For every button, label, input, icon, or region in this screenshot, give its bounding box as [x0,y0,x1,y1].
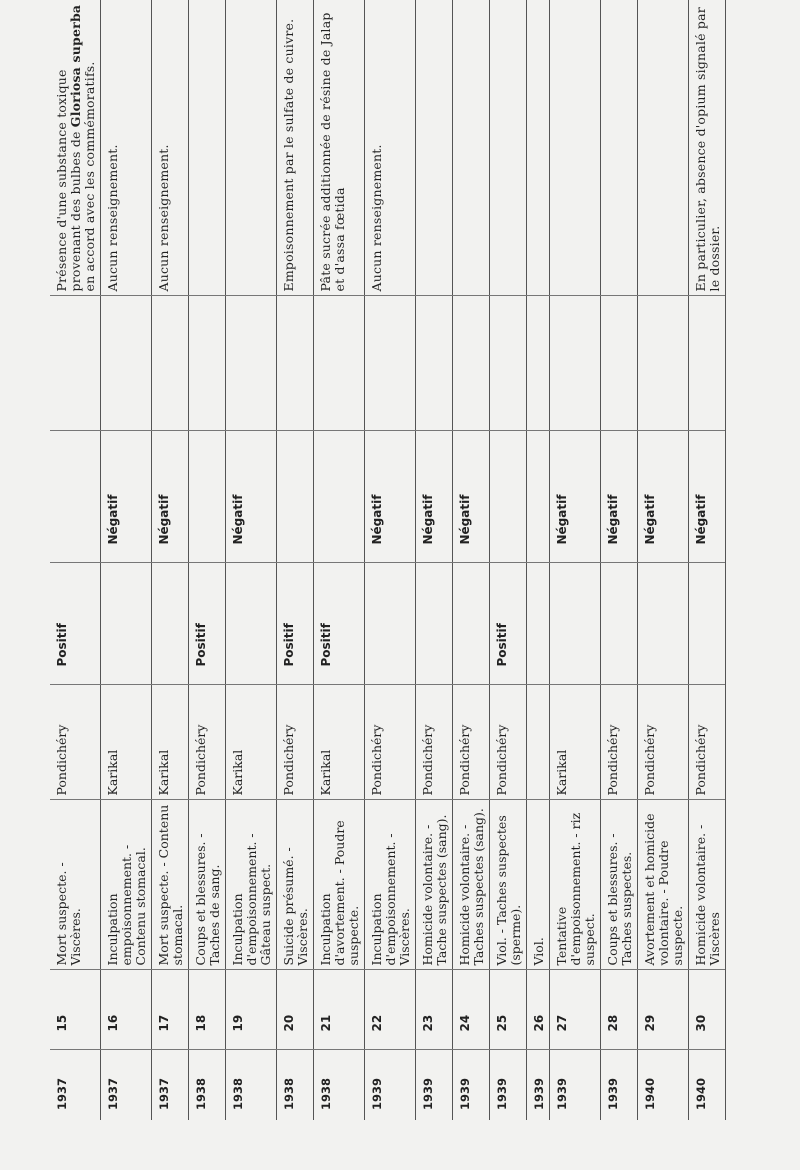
year-cell: 1939 [490,1050,527,1120]
negative-result-cell: Négatif [689,431,726,563]
case-number-cell: 29 [638,970,689,1050]
table-row [689,0,726,1120]
rotated-table-stage [50,0,780,1120]
case-description-cell: Coups et blessures. - Taches suspectes. [601,800,638,970]
empty-column-cell [277,296,314,431]
case-description-cell: Homicide volontaire. - Viscères [689,800,726,970]
year-cell: 1938 [314,1050,365,1120]
year-cell: 1938 [277,1050,314,1120]
case-description-cell: Coups et blessures. - Taches de sang. [189,800,226,970]
negative-result-cell: Négatif [453,431,490,563]
year-cell: 1938 [189,1050,226,1120]
table-row [527,0,550,1120]
empty-column-cell [601,296,638,431]
empty-column-cell [550,296,601,431]
table-row [277,0,314,1120]
positive-result-cell [453,563,490,685]
negative-result-cell [50,431,101,563]
year-cell: 1938 [226,1050,277,1120]
empty-column-cell [189,296,226,431]
negative-result-cell [189,431,226,563]
table-body [50,0,726,1120]
negative-result-cell: Négatif [101,431,152,563]
table-row [453,0,490,1120]
positive-result-cell: Positif [277,563,314,685]
case-number-cell: 19 [226,970,277,1050]
observations-cell [189,0,226,296]
observations-cell [453,0,490,296]
table-row [601,0,638,1120]
year-cell: 1937 [101,1050,152,1120]
case-number-cell: 25 [490,970,527,1050]
observations-cell [550,0,601,296]
observations-cell [638,0,689,296]
case-description-cell: Suicide présumé. - Viscères. [277,800,314,970]
case-number-cell: 26 [527,970,550,1050]
positive-result-cell [101,563,152,685]
table-row [152,0,189,1120]
positive-result-cell: Positif [189,563,226,685]
table-row [416,0,453,1120]
table-row [365,0,416,1120]
observations-cell: Aucun renseignement. [152,0,189,296]
origin-place-cell: Pondichéry [689,685,726,800]
table-row [226,0,277,1120]
positive-result-cell [689,563,726,685]
case-description-cell: Viol. [527,800,550,970]
case-number-cell: 28 [601,970,638,1050]
year-cell: 1940 [638,1050,689,1120]
case-number-cell: 20 [277,970,314,1050]
origin-place-cell: Pondichéry [416,685,453,800]
case-number-cell: 15 [50,970,101,1050]
table-row [638,0,689,1120]
case-description-cell: Inculpation d'avortement. - Poudre suspecte. [314,800,365,970]
empty-column-cell [365,296,416,431]
observations-cell [527,0,550,296]
positive-result-cell: Positif [50,563,101,685]
empty-column-cell [152,296,189,431]
case-number-cell: 24 [453,970,490,1050]
origin-place-cell: Pondichéry [277,685,314,800]
origin-place-cell: Pondichéry [365,685,416,800]
negative-result-cell: Négatif [365,431,416,563]
positive-result-cell [226,563,277,685]
origin-place-cell: Karikal [550,685,601,800]
case-description-cell: Inculpation empoisonnement. - Contenu stomacal. [101,800,152,970]
case-description-cell: Avortement et homicide volontaire. - Poudre suspecte. [638,800,689,970]
origin-place-cell [527,685,550,800]
origin-place-cell: Pondichéry [189,685,226,800]
case-description-cell: Mort suspecte. - Viscères. [50,800,101,970]
table-row [314,0,365,1120]
positive-result-cell [550,563,601,685]
positive-result-cell: Positif [314,563,365,685]
year-cell: 1939 [601,1050,638,1120]
year-cell: 1937 [55,1077,69,1110]
origin-place-cell: Pondichéry [453,685,490,800]
observations-cell: Empoisonnement par le sulfate de cuivre. [277,0,314,296]
year-cell: 1939 [453,1050,490,1120]
case-description-cell: Homicide volontaire. - Taches suspectes (sang). [453,800,490,970]
year-cell: 1939 [527,1050,550,1120]
empty-column-cell [314,296,365,431]
empty-column-cell [490,296,527,431]
table-row [550,0,601,1120]
observations-cell [416,0,453,296]
empty-column-cell [638,296,689,431]
empty-column-cell [101,296,152,431]
observations-cell [226,0,277,296]
case-description-cell: Homicide volontaire. - Tache suspectes (sang). [416,800,453,970]
empty-column-cell [527,296,550,431]
positive-result-cell [601,563,638,685]
positive-result-cell [527,563,550,685]
latin-plant-name: Gloriosa superba [68,4,83,128]
negative-result-cell: Négatif [601,431,638,563]
negative-result-cell: Négatif [638,431,689,563]
empty-column-cell [416,296,453,431]
case-number-cell: 21 [314,970,365,1050]
observations-cell: Aucun renseignement. [101,0,152,296]
origin-place-cell: Karikal [314,685,365,800]
empty-column-cell [453,296,490,431]
negative-result-cell: Négatif [226,431,277,563]
case-description-cell: Inculpation d'empoisonnement. - Viscères. [365,800,416,970]
negative-result-cell [490,431,527,563]
year-cell: 1937 [152,1050,189,1120]
toxicology-analyses-table [50,0,726,1120]
case-number-cell: 27 [550,970,601,1050]
origin-place-cell: Pondichéry [601,685,638,800]
empty-column-cell [226,296,277,431]
case-number-cell: 22 [365,970,416,1050]
table-row [189,0,226,1120]
positive-result-cell [152,563,189,685]
year-cell: 1939 [365,1050,416,1120]
negative-result-cell: Négatif [550,431,601,563]
observations-cell: Présence d'une substance toxique provenant des bulbes de Gloriosa superba en accord avec les commémoratifs. [50,0,101,296]
positive-result-cell [416,563,453,685]
case-number-cell: 18 [189,970,226,1050]
year-cell: 1940 [689,1050,726,1120]
observations-cell [490,0,527,296]
case-description-cell: Mort suspecte. - Contenu stomacal. [152,800,189,970]
case-description-cell: Inculpation d'empoisonnement. - Gâteau suspect. [226,800,277,970]
observations-cell: Pâte sucrée additionnée de résine de Jalap et d'assa fœtida [314,0,365,296]
origin-place-cell: Karikal [101,685,152,800]
table-row [50,0,101,1120]
negative-result-cell [527,431,550,563]
case-description-cell: Tentative d'empoisonnement. - riz suspect. [550,800,601,970]
positive-result-cell [365,563,416,685]
positive-result-cell: Positif [490,563,527,685]
origin-place-cell: Karikal [152,685,189,800]
empty-column-cell [689,296,726,431]
year-cell: 1939 [416,1050,453,1120]
negative-result-cell: Négatif [416,431,453,563]
origin-place-cell: Pondichéry [50,685,101,800]
positive-result-cell [638,563,689,685]
origin-place-cell: Pondichéry [490,685,527,800]
negative-result-cell [277,431,314,563]
year-cell: 1939 [550,1050,601,1120]
case-number-cell: 30 [689,970,726,1050]
case-number-cell: 17 [152,970,189,1050]
table-row [490,0,527,1120]
empty-column-cell [50,296,101,431]
observations-cell: En particulier, absence d'opium signalé par le dossier. [689,0,726,296]
negative-result-cell [314,431,365,563]
case-description-cell: Viol. - Taches suspectes (sperme). [490,800,527,970]
negative-result-cell: Négatif [152,431,189,563]
case-number-cell: 23 [416,970,453,1050]
origin-place-cell: Karikal [226,685,277,800]
case-number-cell: 16 [101,970,152,1050]
origin-place-cell: Pondichéry [638,685,689,800]
observations-cell: Aucun renseignement. [365,0,416,296]
table-row [101,0,152,1120]
observations-cell [601,0,638,296]
